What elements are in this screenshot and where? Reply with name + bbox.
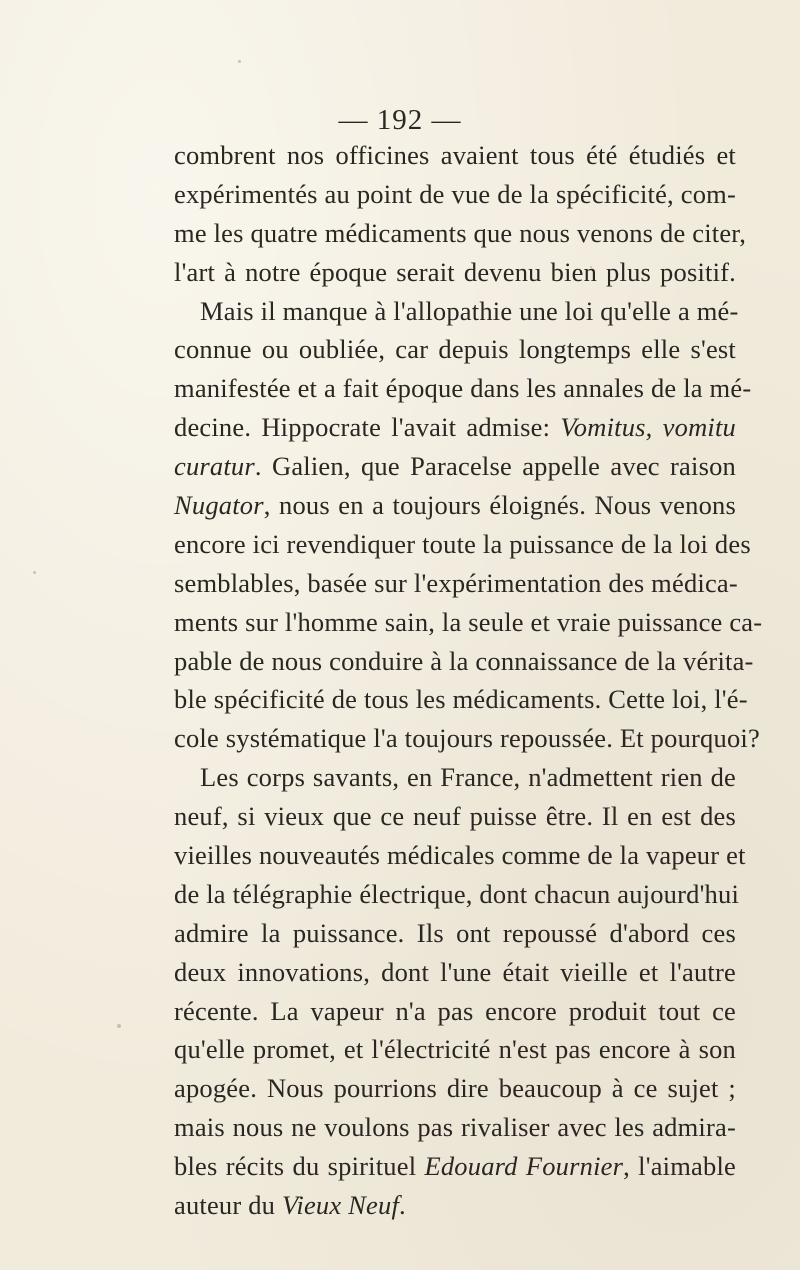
paper-speck <box>590 266 592 268</box>
text-line <box>174 758 736 797</box>
text-line <box>174 992 736 1031</box>
text-segment: manifestée et a fait époque dans les annales de la mé- <box>174 373 752 404</box>
text-line <box>174 1186 736 1225</box>
text-line <box>174 719 760 758</box>
text-segment: . Galien, que Paracelse appelle avec raison <box>254 451 736 482</box>
text-segment: Mais il manque à l'allopathie une loi qu'elle a mé- <box>200 295 739 326</box>
body-text <box>174 136 763 1225</box>
text-line <box>174 136 736 175</box>
text-segment: . <box>399 1190 406 1221</box>
text-segment: , nous en a toujours éloignés. Nous venons <box>263 490 736 521</box>
text-line <box>174 330 736 369</box>
text-line <box>174 175 736 214</box>
text-line <box>174 1069 736 1108</box>
text-segment: bles récits du spirituel <box>174 1151 425 1182</box>
text-line <box>174 1147 736 1186</box>
text-line <box>174 875 740 914</box>
paper-speck <box>431 1164 433 1167</box>
text-line <box>174 603 763 642</box>
paper-speck <box>33 571 36 574</box>
text-line <box>174 214 747 253</box>
paper-speck <box>238 60 241 63</box>
text-line <box>174 1108 736 1147</box>
text-line <box>174 680 748 719</box>
text-segment: , l'aimable <box>623 1151 736 1182</box>
text-segment: connue ou oubliée, car depuis longtemps elle s'est <box>174 334 736 365</box>
text-segment: qu'elle promet, et l'électricité n'est pas encore à son <box>174 1034 736 1065</box>
text-segment: expérimentés au point de vue de la spécificité, com- <box>174 178 736 209</box>
paper-speck <box>117 1024 121 1028</box>
text-line <box>174 836 746 875</box>
text-segment: Les corps savants, en France, n'admettent rien de <box>200 762 736 793</box>
text-segment: combrent nos officines avaient tous été étudiés et <box>174 140 736 170</box>
text-segment: pable de nous conduire à la connaissance de la vérita- <box>174 645 754 676</box>
text-segment: me les quatre médicaments que nous venons de citer, <box>174 217 747 248</box>
text-line <box>174 486 736 525</box>
text-segment: cole systématique l'a toujours repoussée. Et pourquoi? <box>174 723 760 754</box>
text-segment: semblables, basée sur l'expérimentation des médica- <box>174 567 738 598</box>
text-segment: admire la puissance. Ils ont repoussé d'abord ces <box>174 917 736 948</box>
text-line <box>174 1030 736 1069</box>
text-segment: auteur du <box>174 1190 282 1221</box>
text-segment: ble spécificité de tous les médicaments. Cette loi, l'é- <box>174 684 748 715</box>
text-segment: vieilles nouveautés médicales comme de la vapeur et <box>174 840 746 871</box>
text-line <box>174 564 736 603</box>
italic-text: Vomitus, vomitu <box>560 412 736 443</box>
italic-text: Nugator <box>174 490 264 521</box>
text-line <box>174 408 736 447</box>
text-segment: decine. Hippocrate l'avait admise: <box>174 412 561 443</box>
italic-text: Edouard Fournier <box>424 1151 624 1182</box>
italic-text: curatur <box>174 451 255 482</box>
text-segment: apogée. Nous pourrions dire beaucoup à ce sujet ; <box>174 1073 736 1104</box>
text-line <box>174 914 736 953</box>
text-line <box>174 642 754 681</box>
text-segment: ments sur l'homme sain, la seule et vraie puissance ca- <box>174 606 763 637</box>
page-number: — 192 — <box>338 104 462 136</box>
text-line <box>174 253 736 292</box>
text-line <box>174 447 736 486</box>
text-line <box>174 292 739 331</box>
italic-text: Vieux Neuf <box>281 1190 400 1221</box>
text-segment: encore ici revendiquer toute la puissance de la loi des <box>174 528 751 559</box>
text-segment: mais nous ne voulons pas rivaliser avec les admira- <box>174 1112 736 1143</box>
text-segment: récente. La vapeur n'a pas encore produit tout ce <box>174 995 736 1026</box>
text-line <box>174 797 736 836</box>
text-segment: neuf, si vieux que ce neuf puisse être. Il en est des <box>174 801 736 832</box>
text-line <box>174 953 736 992</box>
text-line <box>174 525 751 564</box>
text-segment: de la télégraphie électrique, dont chacun aujourd'hui <box>174 878 740 909</box>
text-line <box>174 369 752 408</box>
text-segment: l'art à notre époque serait devenu bien plus positif. <box>174 256 736 287</box>
text-segment: deux innovations, dont l'une était vieille et l'autre <box>174 956 736 987</box>
